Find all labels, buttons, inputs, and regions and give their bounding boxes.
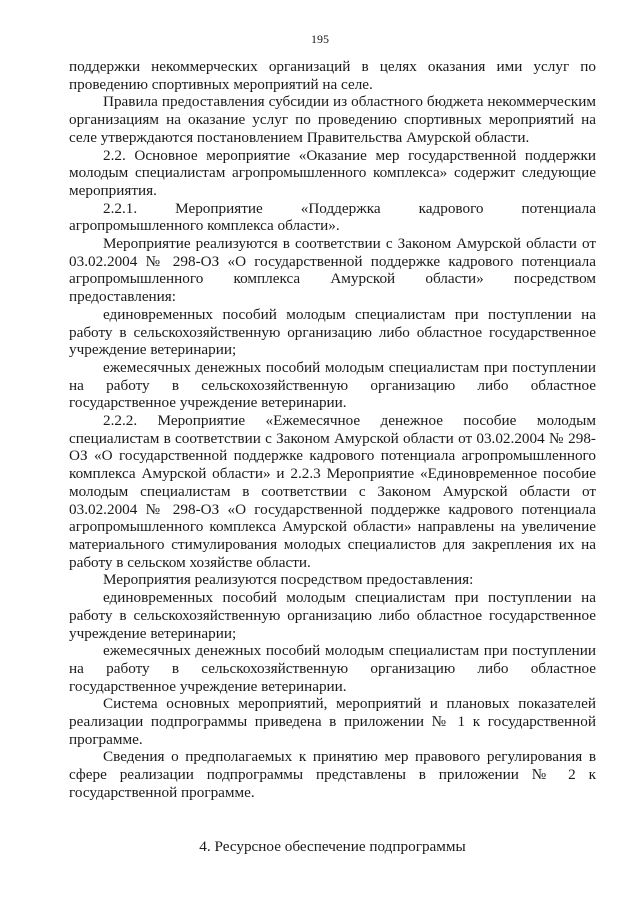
paragraph: ежемесячных денежных пособий молодым специалистам при поступлении на работу в сельскохозяйственную организацию либо областное государственное учреждение ветеринарии.: [69, 358, 596, 412]
paragraph: Мероприятия реализуются посредством предоставления:: [103, 571, 474, 589]
paragraph: Мероприятие реализуются в соответствии с Законом Амурской области от 03.02.2004 № 298-ОЗ «О государственной поддержке кадрового потенциала агропромышленного комплекса Амурской области» посредством предоставления:: [69, 235, 596, 306]
paragraph: Сведения о предполагаемых к принятию мер правового регулирования в сфере реализации подпрограммы представлены в приложении № 2 к государственной программе.: [69, 748, 596, 801]
paragraph: единовременных пособий молодым специалистам при поступлении на работу в сельскохозяйственную организацию либо областное государственное учреждение ветеринарии;: [69, 305, 596, 359]
paragraph: 2.2. Основное мероприятие «Оказание мер государственной поддержки молодым специалистам агропромышленного комплекса» содержит следующие мероприятия.: [69, 146, 596, 199]
paragraph: единовременных пособий молодым специалистам при поступлении на работу в сельскохозяйственную организацию либо областное государственное учреждение ветеринарии;: [69, 589, 596, 642]
paragraph: 2.2.1. Мероприятие «Поддержка кадрового потенциала агропромышленного комплекса области».: [69, 199, 596, 235]
page-number: 195: [311, 32, 329, 46]
paragraph: ежемесячных денежных пособий молодым специалистам при поступлении на работу в сельскохозяйственную организацию либо областное государственное учреждение ветеринарии.: [69, 642, 596, 695]
paragraph: Правила предоставления субсидии из областного бюджета некоммерческим организациям на оказание услуг по проведению спортивных мероприятий на селе утверждаются постановлением Правительства Амурской области.: [69, 93, 596, 146]
paragraph: 2.2.2. Мероприятие «Ежемесячное денежное пособие молодым специалистам в соответствии с Законом Амурской области от 03.02.2004 № 298-ОЗ «О государственной поддержке кадрового потенциала агропромышленного комплекса Амурской области» и 2.2.3 Мероприятие «Единовременное пособие молодым специалистам в соответствии с Законом Амурской области от 03.02.2004 № 298-ОЗ «О государственной поддержке кадрового потенциала агропромышленного комплекса Амурской области» направлены на увеличение материального стимулирования молодых специалистов для закрепления их на работу в сельском хозяйстве области.: [69, 412, 596, 571]
paragraph: поддержки некоммерческих организаций в целях оказания ими услуг по проведению спортивных мероприятий на селе.: [69, 58, 596, 93]
document-body: [69, 58, 596, 855]
paragraph: Система основных мероприятий, мероприятий и плановых показателей реализации подпрограммы приведена в приложении № 1 к государственной программе.: [69, 695, 596, 748]
section-heading: 4. Ресурсное обеспечение подпрограммы: [199, 837, 466, 855]
